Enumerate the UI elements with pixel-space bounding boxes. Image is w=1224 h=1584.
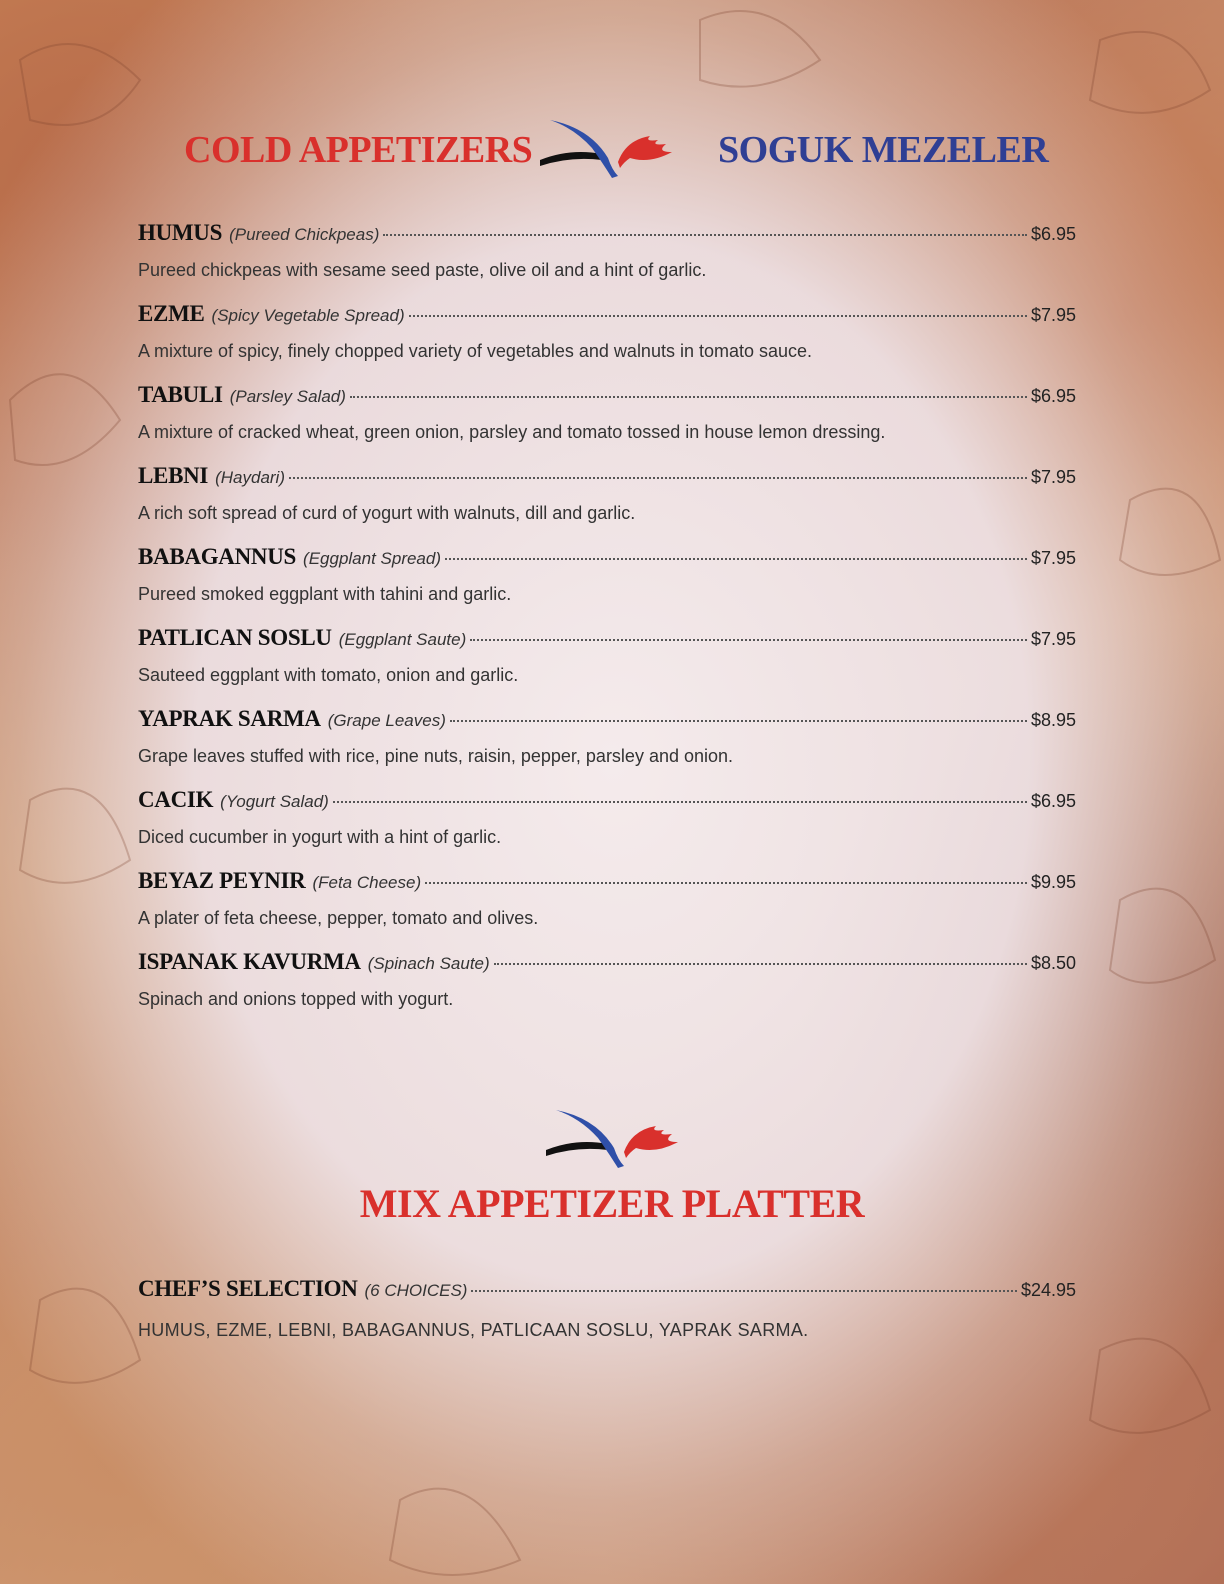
menu-item-list [138,220,1076,1030]
menu-item-description: Pureed smoked eggplant with tahini and garlic. [138,584,512,604]
dot-leader [450,719,1027,722]
section-title-english: COLD APPETIZERS [184,129,533,171]
menu-item-name: EZME [138,301,205,326]
dot-leader [333,800,1027,803]
dot-leader [471,1289,1016,1292]
dot-leader [470,638,1027,641]
menu-item-subtitle: (Eggplant Saute) [338,630,467,649]
dot-leader [425,881,1027,884]
platter-section-title: MIX APPETIZER PLATTER [359,1181,865,1226]
menu-item-name: CHEF’S SELECTION [138,1276,358,1301]
menu-item [138,706,1076,787]
menu-item-description: A plater of feta cheese, pepper, tomato and olives. [138,908,539,928]
menu-item [138,382,1076,463]
menu-item-subtitle: (Spicy Vegetable Spread) [211,306,405,325]
menu-item-name: YAPRAK SARMA [138,706,321,731]
bird-tulip-logo-icon [540,118,690,184]
menu-item-line [138,625,1076,655]
menu-item-subtitle: (Grape Leaves) [327,711,446,730]
bird-tulip-logo-icon [546,1108,696,1174]
menu-item-name: TABULI [138,382,223,407]
menu-item-line [138,706,1076,736]
menu-item-name: ISPANAK KAVURMA [138,949,361,974]
menu-item-description: Diced cucumber in yogurt with a hint of garlic. [138,827,502,847]
menu-item-name: BEYAZ PEYNIR [138,868,306,893]
menu-item [138,463,1076,544]
menu-item-line [138,382,1076,412]
menu-item [138,868,1076,949]
menu-item-description: Sauteed eggplant with tomato, onion and garlic. [138,665,519,685]
menu-item-price: $9.95 [1030,872,1076,892]
menu-item-line [138,868,1076,898]
menu-item-description: Pureed chickpeas with sesame seed paste, olive oil and a hint of garlic. [138,260,707,280]
menu-item-description: A mixture of cracked wheat, green onion, parsley and tomato tossed in house lemon dressing. [138,422,886,442]
dot-leader [383,233,1027,236]
menu-item-price: $6.95 [1030,791,1076,811]
menu-item-line [138,544,1076,574]
dot-leader [445,557,1027,560]
menu-item-price: $7.95 [1030,629,1076,649]
menu-item-price: $7.95 [1030,548,1076,568]
menu-item-price: $24.95 [1020,1280,1076,1300]
menu-item-subtitle: (Spinach Saute) [367,954,490,973]
menu-item-description: A rich soft spread of curd of yogurt with walnuts, dill and garlic. [138,503,636,523]
menu-item-price: $8.95 [1030,710,1076,730]
menu-item-name: LEBNI [138,463,209,488]
menu-item-line [138,787,1076,817]
menu-item-price: $6.95 [1030,386,1076,406]
menu-item-price: $8.50 [1030,953,1076,973]
menu-item-line [138,220,1076,250]
menu-item-subtitle: (Feta Cheese) [312,873,422,892]
menu-item-description: A mixture of spicy, finely chopped variety of vegetables and walnuts in tomato sauce. [138,341,813,361]
section-title-turkish: SOGUK MEZELER [718,129,1049,171]
menu-item-description: HUMUS, EZME, LEBNI, BABAGANNUS, PATLICAAN SOSLU, YAPRAK SARMA. [138,1320,809,1340]
menu-item [138,949,1076,1030]
section-header [0,118,1224,188]
menu-item-name: PATLICAN SOSLU [138,625,332,650]
menu-item [138,301,1076,382]
menu-item-price: $6.95 [1030,224,1076,244]
menu-item-description: Grape leaves stuffed with rice, pine nuts, raisin, pepper, parsley and onion. [138,746,734,766]
menu-item-subtitle: (Pureed Chickpeas) [229,225,380,244]
menu-item [138,544,1076,625]
platter-item [138,1276,1076,1341]
dot-leader [289,476,1027,479]
menu-item [138,220,1076,301]
menu-item-line [138,1276,1076,1306]
menu-item-line [138,949,1076,979]
menu-item-subtitle: (Parsley Salad) [229,387,346,406]
menu-item-subtitle: (Yogurt Salad) [220,792,329,811]
menu-item-line [138,463,1076,493]
menu-item-subtitle: (Eggplant Spread) [303,549,442,568]
dot-leader [494,962,1027,965]
menu-item-subtitle: (Haydari) [215,468,285,487]
menu-item [138,787,1076,868]
menu-item-name: CACIK [138,787,214,812]
menu-item-subtitle: (6 CHOICES) [364,1281,468,1300]
menu-item-line [138,301,1076,331]
menu-item-description: Spinach and onions topped with yogurt. [138,989,454,1009]
menu-item-price: $7.95 [1030,305,1076,325]
menu-item [138,625,1076,706]
menu-item-name: HUMUS [138,220,223,245]
dot-leader [350,395,1027,398]
menu-item-price: $7.95 [1030,467,1076,487]
menu-item-name: BABAGANNUS [138,544,297,569]
dot-leader [409,314,1027,317]
